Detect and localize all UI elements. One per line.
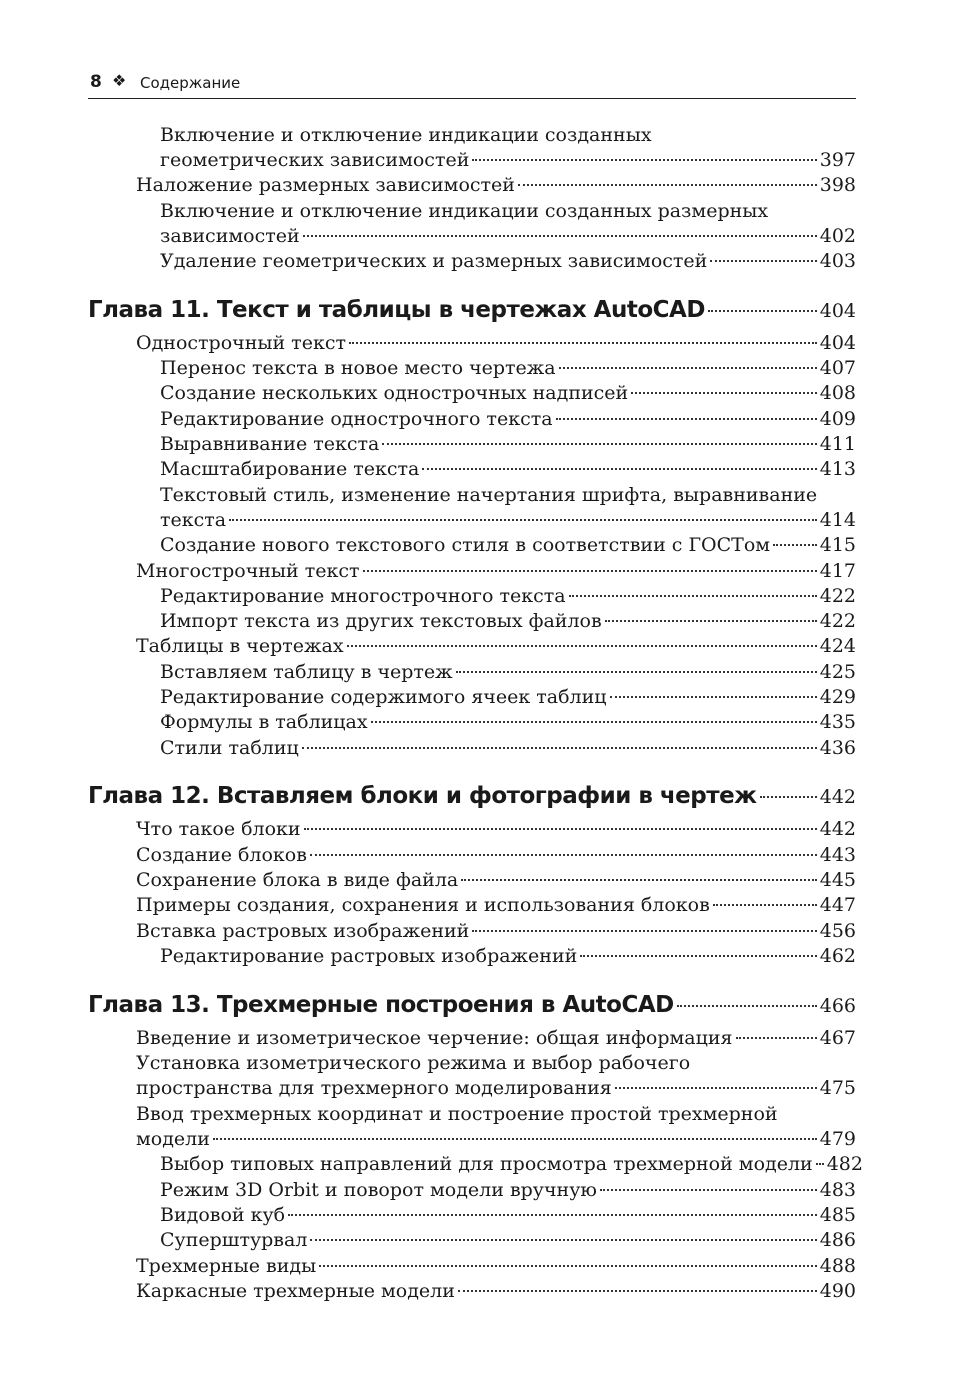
dot-leader — [363, 570, 817, 572]
toc-entry-first-line: Текстовый стиль, изменение начертания шрифта, выравнивание — [160, 484, 818, 506]
toc-entry-title: Многострочный текст — [136, 560, 360, 582]
toc-entry-title: Однострочный текст — [136, 332, 346, 354]
toc-entry-title: Сохранение блока в виде файла — [136, 869, 459, 891]
toc-entry-title: Трехмерные виды — [136, 1255, 317, 1277]
toc-entry — [160, 533, 856, 558]
toc-entry — [160, 609, 856, 634]
toc-entry-title: Редактирование многострочного текста — [160, 585, 566, 607]
dot-leader — [349, 342, 817, 344]
toc-entry — [160, 1178, 856, 1203]
toc-page-number: 442 — [819, 818, 856, 840]
toc-entry-first-line: Ввод трехмерных координат и построение простой трехмерной — [136, 1103, 778, 1125]
toc-page-number: 407 — [819, 357, 856, 379]
toc-entry — [160, 1228, 856, 1253]
toc-entry-title: Наложение размерных зависимостей — [136, 174, 515, 196]
dot-leader — [303, 235, 817, 237]
page-number: 8 — [90, 72, 102, 92]
toc-entry-title: Что такое блоки — [136, 818, 301, 840]
toc-page-number: 490 — [819, 1280, 856, 1302]
toc-entry — [160, 407, 856, 432]
toc-entry — [160, 508, 856, 533]
toc-entry-title: Удаление геометрических и размерных зависимостей — [160, 250, 708, 272]
toc-entry-title: Видовой куб — [160, 1204, 286, 1226]
toc-entry — [136, 1254, 856, 1279]
toc-entry-title: Примеры создания, сохранения и использования блоков — [136, 894, 710, 916]
toc-entry-title: пространства для трехмерного моделирования — [136, 1077, 612, 1099]
toc-page-number: 415 — [819, 534, 856, 556]
toc-page-number: 414 — [819, 509, 856, 531]
dot-leader — [677, 1005, 817, 1007]
toc-entry-title: Редактирование однострочного текста — [160, 408, 553, 430]
toc-entry-title: Создание нового текстового стиля в соответствии с ГОСТом — [160, 534, 771, 556]
dot-leader — [713, 904, 817, 906]
toc-entry-title: Создание блоков — [136, 844, 307, 866]
chapter-title: Глава 11. Текст и таблицы в чертежах AutoCAD — [88, 297, 705, 323]
toc-entry — [160, 1152, 863, 1177]
toc-entry — [136, 559, 856, 584]
ornament-icon: ❖ — [112, 71, 127, 90]
toc-page-number: 443 — [819, 844, 856, 866]
dot-leader — [710, 260, 816, 262]
toc-page-number: 422 — [819, 585, 856, 607]
toc-page-number: 482 — [826, 1153, 863, 1175]
toc-entry — [136, 1127, 856, 1152]
toc-entry-title: Таблицы в чертежах — [136, 635, 344, 657]
toc-entry-first-line: Установка изометрического режима и выбор рабочего — [136, 1052, 691, 1074]
toc-entry-title: зависимостей — [160, 225, 300, 247]
dot-leader — [213, 1138, 817, 1140]
toc-page-number: 475 — [819, 1077, 856, 1099]
dot-leader — [382, 443, 816, 445]
toc-entry-title: Перенос текста в новое место чертежа — [160, 357, 556, 379]
toc-entry-title: Режим 3D Orbit и поворот модели вручную — [160, 1179, 597, 1201]
toc-entry-title: Выравнивание текста — [160, 433, 380, 455]
toc-page-number: 435 — [819, 711, 856, 733]
dot-leader — [472, 930, 816, 932]
dot-leader — [773, 544, 817, 546]
dot-leader — [302, 747, 817, 749]
toc-entry-title: Импорт текста из других текстовых файлов — [160, 610, 602, 632]
toc-page-number: 417 — [819, 560, 856, 582]
toc-entry-title: модели — [136, 1128, 210, 1150]
chapter-title: Глава 12. Вставляем блоки и фотографии в чертеж — [88, 783, 757, 809]
toc-entry — [136, 843, 856, 868]
toc-entry — [136, 1026, 856, 1051]
toc-page-number: 397 — [819, 149, 856, 171]
toc-entry — [136, 331, 856, 356]
dot-leader — [229, 519, 817, 521]
toc-entry-title: Вставка растровых изображений — [136, 920, 470, 942]
toc-entry — [136, 173, 856, 198]
dot-leader — [461, 879, 817, 881]
toc-entry-title: Масштабирование текста — [160, 458, 420, 480]
toc-page-number: 404 — [819, 332, 856, 354]
toc-entry — [160, 356, 856, 381]
toc-entry-title: Суперштурвал — [160, 1229, 308, 1251]
dot-leader — [422, 468, 816, 470]
toc-entry — [160, 249, 856, 274]
toc-page-number: 422 — [819, 610, 856, 632]
dot-leader — [736, 1037, 817, 1039]
dot-leader — [456, 671, 817, 673]
toc-page-number: 485 — [819, 1204, 856, 1226]
toc-entry-first-line: Включение и отключение индикации созданных — [160, 124, 652, 146]
toc-entry — [160, 584, 856, 609]
toc-page-number: 403 — [819, 250, 856, 272]
dot-leader — [580, 955, 816, 957]
toc-entry-first-line: Включение и отключение индикации созданных размерных — [160, 200, 769, 222]
dot-leader — [631, 392, 817, 394]
toc-entry — [136, 893, 856, 918]
toc-entry — [160, 944, 856, 969]
toc-page-number: 425 — [819, 661, 856, 683]
toc-entry — [160, 432, 856, 457]
dot-leader — [458, 1290, 817, 1292]
toc-entry-title: Редактирование растровых изображений — [160, 945, 578, 967]
dot-leader — [319, 1265, 817, 1267]
toc-page-number: 488 — [819, 1255, 856, 1277]
chapter-title: Глава 13. Трехмерные построения в AutoCAD — [88, 992, 674, 1018]
toc-page-number: 436 — [819, 737, 856, 759]
dot-leader — [708, 310, 817, 312]
dot-leader — [559, 367, 817, 369]
chapter-heading — [88, 783, 856, 809]
dot-leader — [760, 796, 817, 798]
toc-entry — [136, 1279, 856, 1304]
toc-page-number: 404 — [819, 300, 856, 322]
toc-entry — [160, 224, 856, 249]
dot-leader — [304, 828, 817, 830]
toc-page-number: 466 — [819, 995, 856, 1017]
toc-page-number: 409 — [819, 408, 856, 430]
toc-entry-title: геометрических зависимостей — [160, 149, 470, 171]
toc-page-number: 408 — [819, 382, 856, 404]
dot-leader — [556, 418, 817, 420]
toc-entry — [160, 736, 856, 761]
toc-page-number: 398 — [819, 174, 856, 196]
toc-entry — [136, 817, 856, 842]
toc-entry — [160, 457, 856, 482]
toc-page-number: 486 — [819, 1229, 856, 1251]
dot-leader — [347, 645, 817, 647]
dot-leader — [615, 1087, 817, 1089]
toc-entry-title: Выбор типовых направлений для просмотра трехмерной модели — [160, 1153, 813, 1175]
toc-page-number: 424 — [819, 635, 856, 657]
toc-entry — [160, 148, 856, 173]
toc-entry — [136, 919, 856, 944]
toc-page-number: 467 — [819, 1027, 856, 1049]
dot-leader — [605, 620, 817, 622]
toc-entry-title: Редактирование содержимого ячеек таблиц — [160, 686, 607, 708]
dot-leader — [310, 1239, 816, 1241]
toc-page-number: 447 — [819, 894, 856, 916]
toc-page-number: 413 — [819, 458, 856, 480]
dot-leader — [310, 854, 817, 856]
dot-leader — [518, 184, 817, 186]
dot-leader — [371, 721, 817, 723]
toc-entry-title: Каркасные трехмерные модели — [136, 1280, 455, 1302]
toc-entry — [160, 660, 856, 685]
dot-leader — [610, 696, 817, 698]
toc-entry — [160, 1203, 856, 1228]
toc-page-number: 442 — [819, 786, 856, 808]
toc-entry — [160, 381, 856, 406]
toc-page-number: 456 — [819, 920, 856, 942]
dot-leader — [600, 1189, 817, 1191]
dot-leader — [569, 595, 817, 597]
chapter-heading — [88, 297, 856, 323]
toc-entry — [136, 1076, 856, 1101]
toc-page-number: 479 — [819, 1128, 856, 1150]
toc-entry-title: Формулы в таблицах — [160, 711, 368, 733]
dot-leader — [472, 159, 816, 161]
toc-page-number: 429 — [819, 686, 856, 708]
toc-entry-title: Стили таблиц — [160, 737, 299, 759]
toc-entry — [160, 710, 856, 735]
toc-entry — [136, 868, 856, 893]
toc-page-number: 462 — [819, 945, 856, 967]
toc-entry-title: Введение и изометрическое черчение: общая информация — [136, 1027, 733, 1049]
toc-page-number: 445 — [819, 869, 856, 891]
toc-entry — [136, 634, 856, 659]
chapter-heading — [88, 992, 856, 1018]
toc-page-number: 411 — [819, 433, 856, 455]
toc-page-number: 402 — [819, 225, 856, 247]
toc-entry — [160, 685, 856, 710]
dot-leader — [288, 1214, 817, 1216]
running-title: Содержание — [140, 74, 241, 92]
toc-page-number: 483 — [819, 1179, 856, 1201]
toc-entry-title: Вставляем таблицу в чертеж — [160, 661, 453, 683]
toc-entry-title: текста — [160, 509, 227, 531]
toc-entry-title: Создание нескольких однострочных надписей — [160, 382, 629, 404]
dot-leader — [816, 1163, 824, 1165]
